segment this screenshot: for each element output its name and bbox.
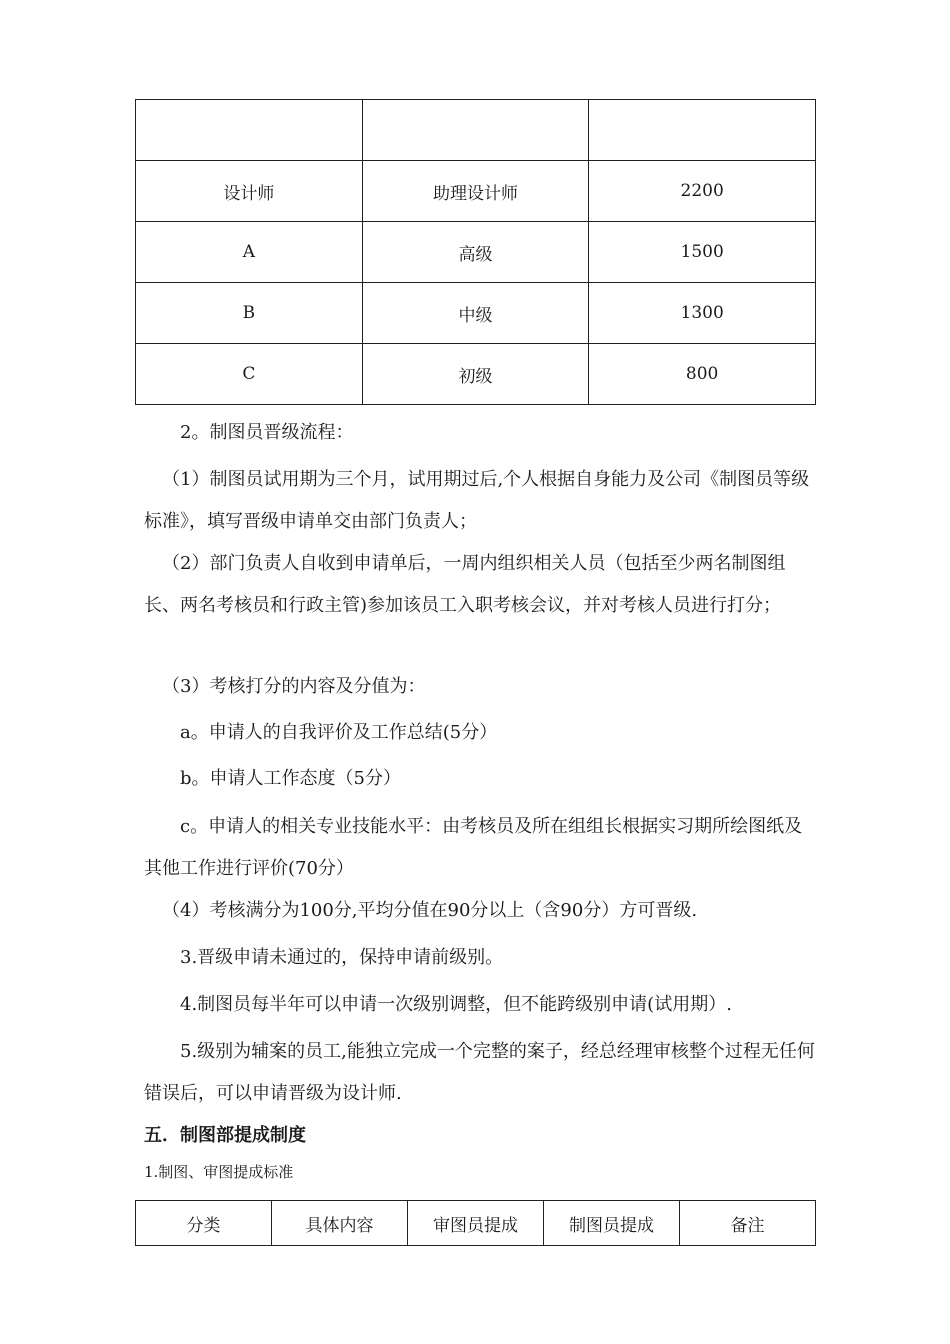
- table-cell: 1300: [589, 283, 816, 344]
- table-cell: [136, 100, 363, 161]
- paragraph-rule-5: 5.级别为辅案的员工,能独立完成一个完整的案子，经总经理审核整个过程无任何错误后，可以申请晋级为设计师.: [144, 1041, 815, 1104]
- section-heading: 五．制图部提成制度: [144, 1125, 306, 1146]
- paragraph-step-2: （2）部门负责人自收到申请单后，一周内组织相关人员（包括至少两名制图组长、两名考核员和行政主管)参加该员工入职考核会议，并对考核人员进行打分；: [144, 553, 786, 616]
- paragraph-item-b: b。申请人工作态度（5分）: [180, 768, 401, 789]
- table-row: [136, 344, 816, 405]
- table-cell: 高级: [362, 222, 589, 283]
- table-row: [136, 100, 816, 161]
- table-cell: [589, 100, 816, 161]
- grade-salary-table: [135, 99, 816, 405]
- table-cell: 助理设计师: [362, 161, 589, 222]
- column-header: 备注: [680, 1201, 816, 1246]
- paragraph-item-a: a。申请人的自我评价及工作总结(5分）: [180, 722, 498, 743]
- table-cell: C: [136, 344, 363, 405]
- section-subheading: 1.制图、审图提成标准: [144, 1163, 294, 1181]
- column-header: 审图员提成: [408, 1201, 544, 1246]
- table-cell: 800: [589, 344, 816, 405]
- column-header: 分类: [136, 1201, 272, 1246]
- table-cell: B: [136, 283, 363, 344]
- paragraph-step-1: （1）制图员试用期为三个月，试用期过后,个人根据自身能力及公司《制图员等级标准》，填写晋级申请单交由部门负责人；: [144, 469, 810, 532]
- table-cell: 1500: [589, 222, 816, 283]
- table-cell: [362, 100, 589, 161]
- column-header: 具体内容: [272, 1201, 408, 1246]
- paragraph-step-4: （4）考核满分为100分,平均分值在90分以上（含90分）方可晋级.: [162, 900, 698, 921]
- table-cell: 中级: [362, 283, 589, 344]
- column-header: 制图员提成: [544, 1201, 680, 1246]
- table-cell: A: [136, 222, 363, 283]
- paragraph-rule-4: 4.制图员每半年可以申请一次级别调整，但不能跨级别申请(试用期）.: [180, 994, 732, 1015]
- table-cell: 2200: [589, 161, 816, 222]
- table-cell: 设计师: [136, 161, 363, 222]
- table-row: [136, 161, 816, 222]
- paragraph-rule-3: 3.晋级申请未通过的，保持申请前级别。: [180, 947, 504, 968]
- paragraph-promotion-process: 2。制图员晋级流程：: [180, 422, 354, 443]
- paragraph-item-c: c。申请人的相关专业技能水平：由考核员及所在组组长根据实习期所绘图纸及其他工作进行评价(70分）: [144, 816, 803, 879]
- table-header-row: [136, 1201, 816, 1246]
- table-row: [136, 283, 816, 344]
- table-cell: 初级: [362, 344, 589, 405]
- paragraph-step-3: （3）考核打分的内容及分值为：: [162, 676, 426, 697]
- table-row: [136, 222, 816, 283]
- commission-table: [135, 1200, 816, 1246]
